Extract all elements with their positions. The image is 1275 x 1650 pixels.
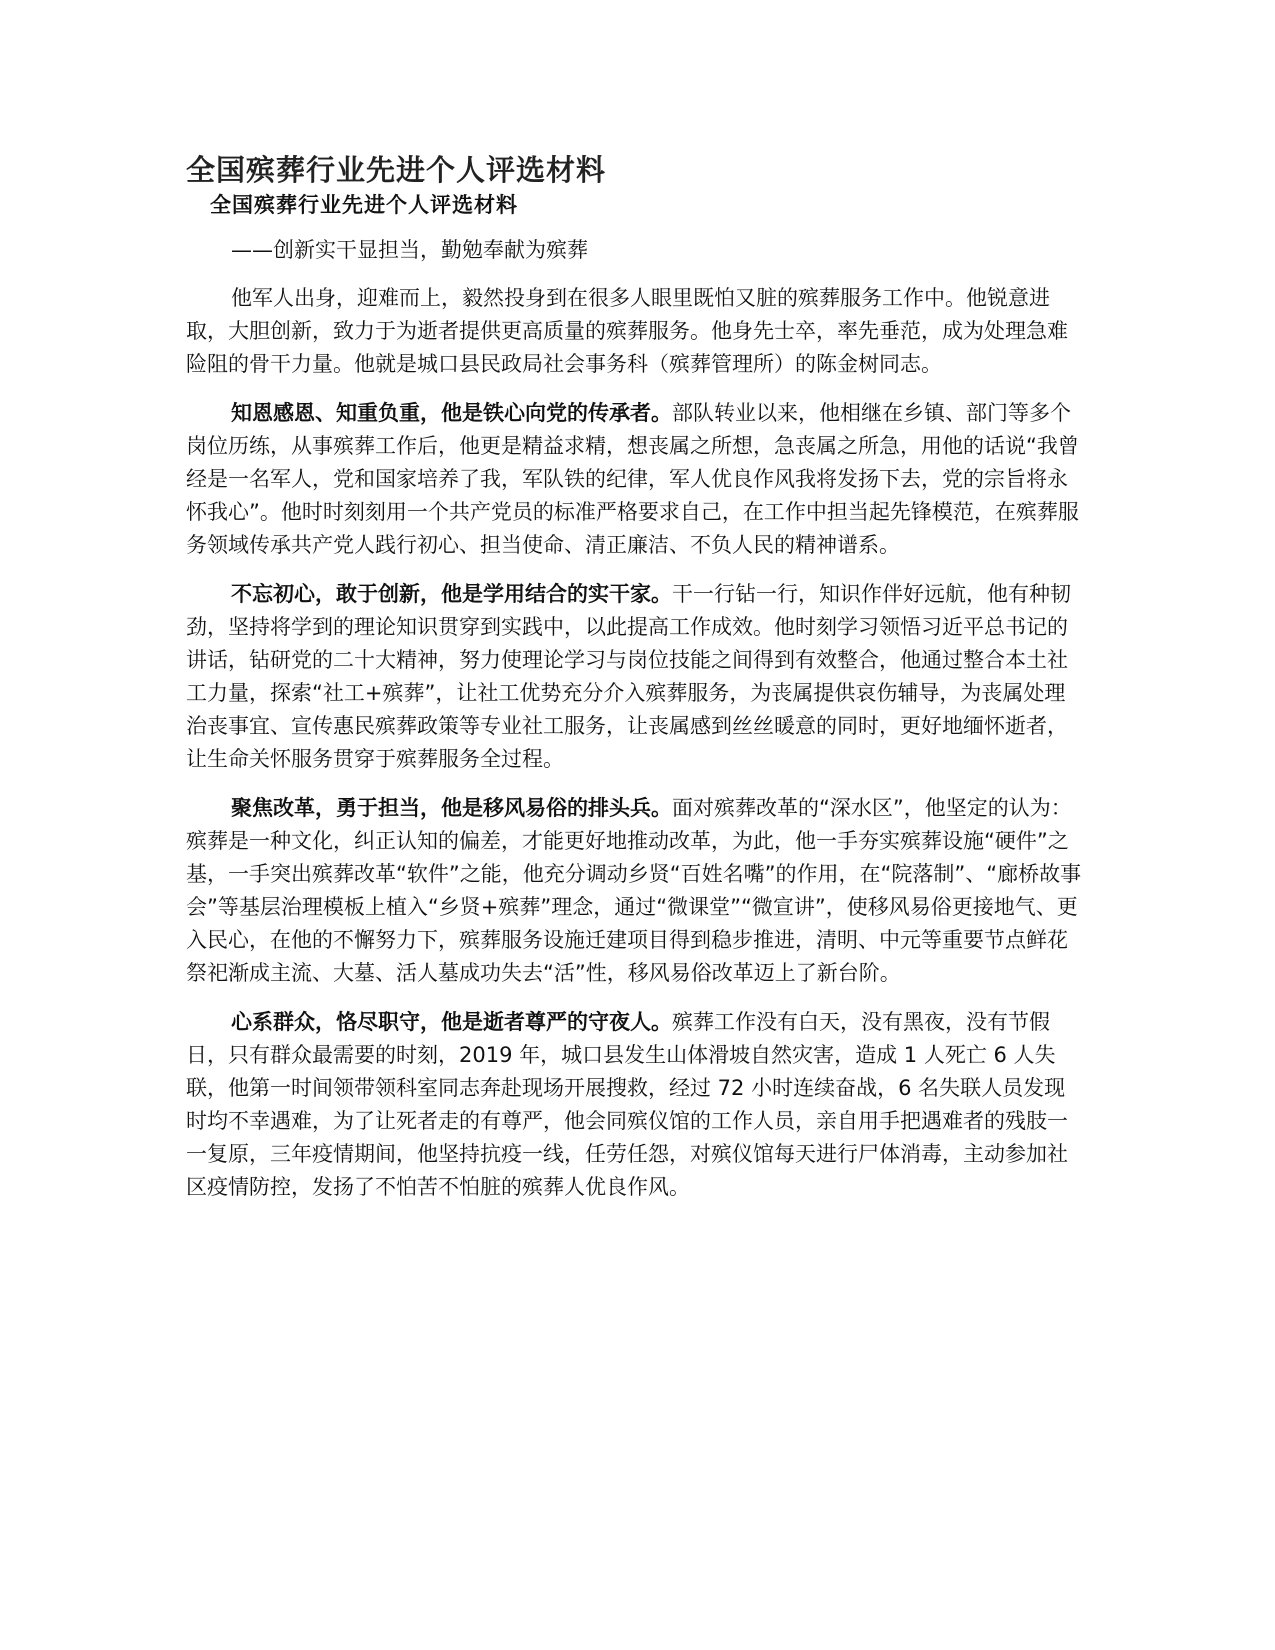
paragraph-body: 部队转业以来，他相继在乡镇、部门等多个岗位历练，从事殡葬工作后，他更是精益求精，想丧属之所想，急丧属之所急，用他的话说“我曾经是一名军人，党和国家培养了我，军队铁的纪律，军人优良作风我将发扬下去，党的宗旨将永怀我心”。他时时刻刻用一个共产党员的标准严格要求自己，在工作中担当起先锋模范，在殡葬服务领域传承共产党人践行初心、担当使命、清正廉洁、不负人民的精神谱系。 <box>186 401 1079 557</box>
paragraph-body: 殡葬工作没有白天，没有黑夜，没有节假日，只有群众最需要的时刻，2019 年，城口县发生山体滑坡自然灾害，造成 1 人死亡 6 人失联，他第一时间领带领科室同志奔赴现场开展搜救，经过 72 小时连续奋战，6 名失联人员发现时均不幸遇难，为了让死者走的有尊严，他会同殡仪馆的工作人员，亲自用手把遇难者的残肢一一复原，三年疫情期间，他坚持抗疫一线，任劳任怨，对殡仪馆每天进行尸体消毒，主动参加社区疫情防控，发扬了不怕苦不怕脏的殡葬人优良作风。 <box>186 1010 1068 1199</box>
paragraph-section <box>186 578 1086 776</box>
paragraph-section <box>186 792 1086 990</box>
paragraph-body: 面对殡葬改革的“深水区”，他坚定的认为：殡葬是一种文化，纠正认知的偏差，才能更好地推动改革，为此，他一手夯实殡葬设施“硬件”之基，一手突出殡葬改革“软件”之能，他充分调动乡贤“百姓名嘴”的作用，在“院落制”、“廊桥故事会”等基层治理模板上植入“乡贤+殡葬”理念，通过“微课堂”“微宣讲”，使移风易俗更接地气、更入民心，在他的不懈努力下，殡葬服务设施迁建项目得到稳步推进，清明、中元等重要节点鲜花祭祀渐成主流、大墓、活人墓成功失去“活”性，移风易俗改革迈上了新台阶。 <box>186 796 1082 985</box>
paragraph-section <box>186 1006 1086 1204</box>
document-page <box>186 150 1086 1204</box>
paragraph-lead: 聚焦改革，勇于担当，他是移风易俗的排头兵。 <box>231 796 672 820</box>
document-title: 全国殡葬行业先进个人评选材料 <box>186 153 607 187</box>
paragraph-body: 他军人出身，迎难而上，毅然投身到在很多人眼里既怕又脏的殡葬服务工作中。他锐意进取，大胆创新，致力于为逝者提供更高质量的殡葬服务。他身先士卒，率先垂范，成为处理急难险阻的骨干力量。他就是城口县民政局社会事务科（殡葬管理所）的陈金树同志。 <box>186 286 1068 376</box>
paragraph-lead: 不忘初心，敢于创新，他是学用结合的实干家。 <box>231 582 672 606</box>
paragraph-section <box>186 397 1086 562</box>
paragraph-lead: 知恩感恩、知重负重，他是铁心向党的传承者。 <box>231 401 672 425</box>
document-tagline: ——创新实干显担当，勤勉奉献为殡葬 <box>231 238 588 262</box>
paragraph-body: 干一行钻一行，知识作伴好远航，他有种韧劲，坚持将学到的理论知识贯穿到实践中，以此提高工作成效。他时刻学习领悟习近平总书记的讲话，钻研党的二十大精神，努力使理论学习与岗位技能之间得到有效整合，他通过整合本土社工力量，探索“社工+殡葬”，让社工优势充分介入殡葬服务，为丧属提供哀伤辅导，为丧属处理治丧事宜、宣传惠民殡葬政策等专业社工服务，让丧属感到丝丝暖意的同时，更好地缅怀逝者，让生命关怀服务贯穿于殡葬服务全过程。 <box>186 582 1071 771</box>
document-subtitle-heading: 全国殡葬行业先进个人评选材料 <box>210 193 518 217</box>
paragraph-intro <box>186 282 1086 381</box>
paragraph-lead: 心系群众，恪尽职守，他是逝者尊严的守夜人。 <box>231 1010 672 1034</box>
